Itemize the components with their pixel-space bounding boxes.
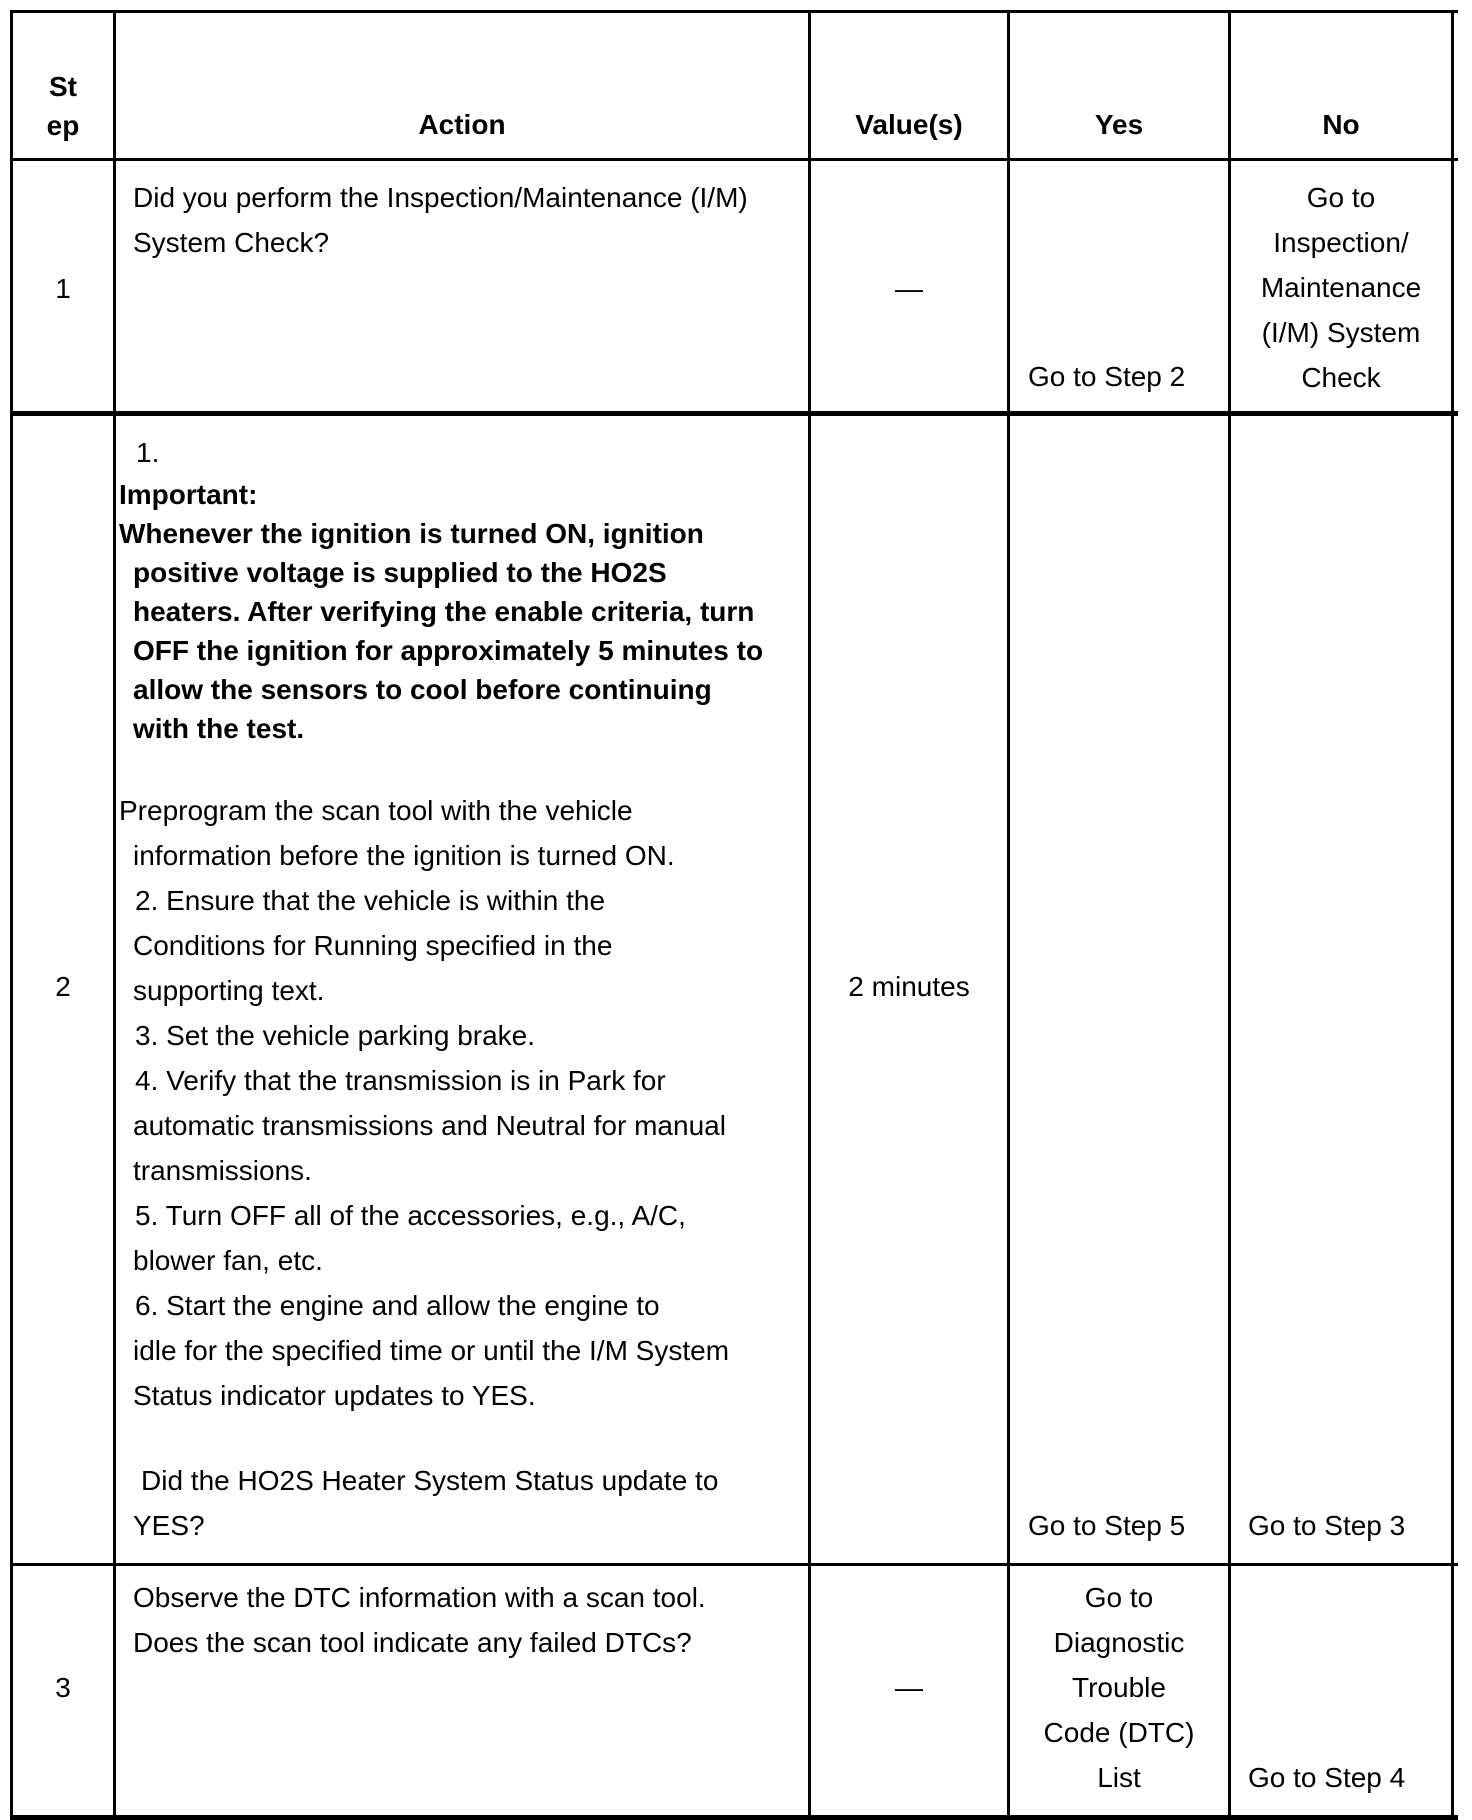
header-yes: Yes <box>1094 109 1144 140</box>
row-divider <box>10 411 1458 416</box>
row1-action-line2: System Check? <box>133 227 330 258</box>
header-no: No <box>1322 109 1360 140</box>
procedure-line: 4. Verify that the transmission is in Park for <box>135 1065 666 1096</box>
preprogram-line: information before the ignition is turned ON. <box>133 840 675 871</box>
header-step-line2: ep <box>46 110 80 141</box>
important-line: allow the sensors to cool before continuing <box>133 674 712 705</box>
row1-no-line4: (I/M) System <box>1261 317 1421 348</box>
important-note <box>119 514 763 748</box>
row2-step: 2 <box>55 971 71 1002</box>
row1-action-line1: Did you perform the Inspection/Maintenance (I/M) <box>133 182 748 213</box>
row3-action-line1: Observe the DTC information with a scan tool. <box>133 1582 706 1613</box>
row-divider <box>10 1563 1458 1566</box>
important-line: positive voltage is supplied to the HO2S <box>133 557 667 588</box>
question-line: Did the HO2S Heater System Status update to <box>141 1465 719 1496</box>
row1-no-line5: Check <box>1301 362 1381 393</box>
column-divider <box>113 10 116 1820</box>
row3-yes-line3: Trouble <box>1072 1672 1166 1703</box>
table-border-top <box>10 10 1458 13</box>
procedure-line: Status indicator updates to YES. <box>133 1380 536 1411</box>
row3-yes-line2: Diagnostic <box>1053 1627 1185 1658</box>
procedure-line: 6. Start the engine and allow the engine to <box>135 1290 660 1321</box>
procedure-line: supporting text. <box>133 975 325 1006</box>
row1-no-line3: Maintenance <box>1260 272 1422 303</box>
row1-no-line2: Inspection/ <box>1273 227 1409 258</box>
row2-value: 2 minutes <box>848 971 970 1002</box>
row2-yes: Go to Step 5 <box>1028 1510 1186 1541</box>
procedure-line: 2. Ensure that the vehicle is within the <box>135 885 606 916</box>
row1-yes: Go to Step 2 <box>1028 361 1186 392</box>
header-values: Value(s) <box>855 109 963 140</box>
row1-action <box>133 175 748 265</box>
procedure-line: Conditions for Running specified in the <box>133 930 613 961</box>
question-line: YES? <box>133 1510 205 1541</box>
row3-yes-line5: List <box>1097 1762 1141 1793</box>
row3-step: 3 <box>55 1672 71 1703</box>
column-divider <box>1007 10 1010 1820</box>
preprogram-text <box>119 788 675 878</box>
row1-step: 1 <box>55 273 71 304</box>
row3-no: Go to Step 4 <box>1248 1762 1406 1793</box>
row1-value: — <box>895 273 923 304</box>
row1-no <box>1231 175 1451 400</box>
row3-yes-line4: Code (DTC) <box>1043 1717 1195 1748</box>
table-border-bottom <box>10 1815 1458 1820</box>
header-step <box>13 64 113 148</box>
procedure-line: blower fan, etc. <box>133 1245 323 1276</box>
procedure-line: 3. Set the vehicle parking brake. <box>135 1020 536 1051</box>
row2-no: Go to Step 3 <box>1248 1510 1406 1541</box>
row2-question <box>133 1458 718 1548</box>
important-line: OFF the ignition for approximately 5 minutes to <box>133 635 764 666</box>
header-divider <box>10 158 1458 161</box>
procedure-steps <box>133 878 729 1418</box>
row3-yes <box>1010 1575 1228 1800</box>
row1-no-line1: Go to <box>1306 182 1376 213</box>
row3-action-line2: Does the scan tool indicate any failed DTCs? <box>133 1627 692 1658</box>
procedure-line: automatic transmissions and Neutral for manual <box>133 1110 726 1141</box>
row3-yes-line1: Go to <box>1084 1582 1154 1613</box>
procedure-line: 5. Turn OFF all of the accessories, e.g., A/C, <box>135 1200 686 1231</box>
important-line: Whenever the ignition is turned ON, ignition <box>119 518 704 549</box>
important-label: Important: <box>119 479 258 510</box>
header-action: Action <box>418 109 506 140</box>
important-line: heaters. After verifying the enable criteria, turn <box>133 596 755 627</box>
preprogram-line: Preprogram the scan tool with the vehicle <box>119 795 633 826</box>
row3-action <box>133 1575 706 1665</box>
table-border-right <box>1451 10 1454 1820</box>
procedure-line: transmissions. <box>133 1155 312 1186</box>
row3-value: — <box>895 1672 923 1703</box>
row2-item1: 1. <box>136 437 160 468</box>
header-step-line1: St <box>49 71 77 102</box>
important-line: with the test. <box>133 713 305 744</box>
procedure-line: idle for the specified time or until the I/M System <box>133 1335 730 1366</box>
